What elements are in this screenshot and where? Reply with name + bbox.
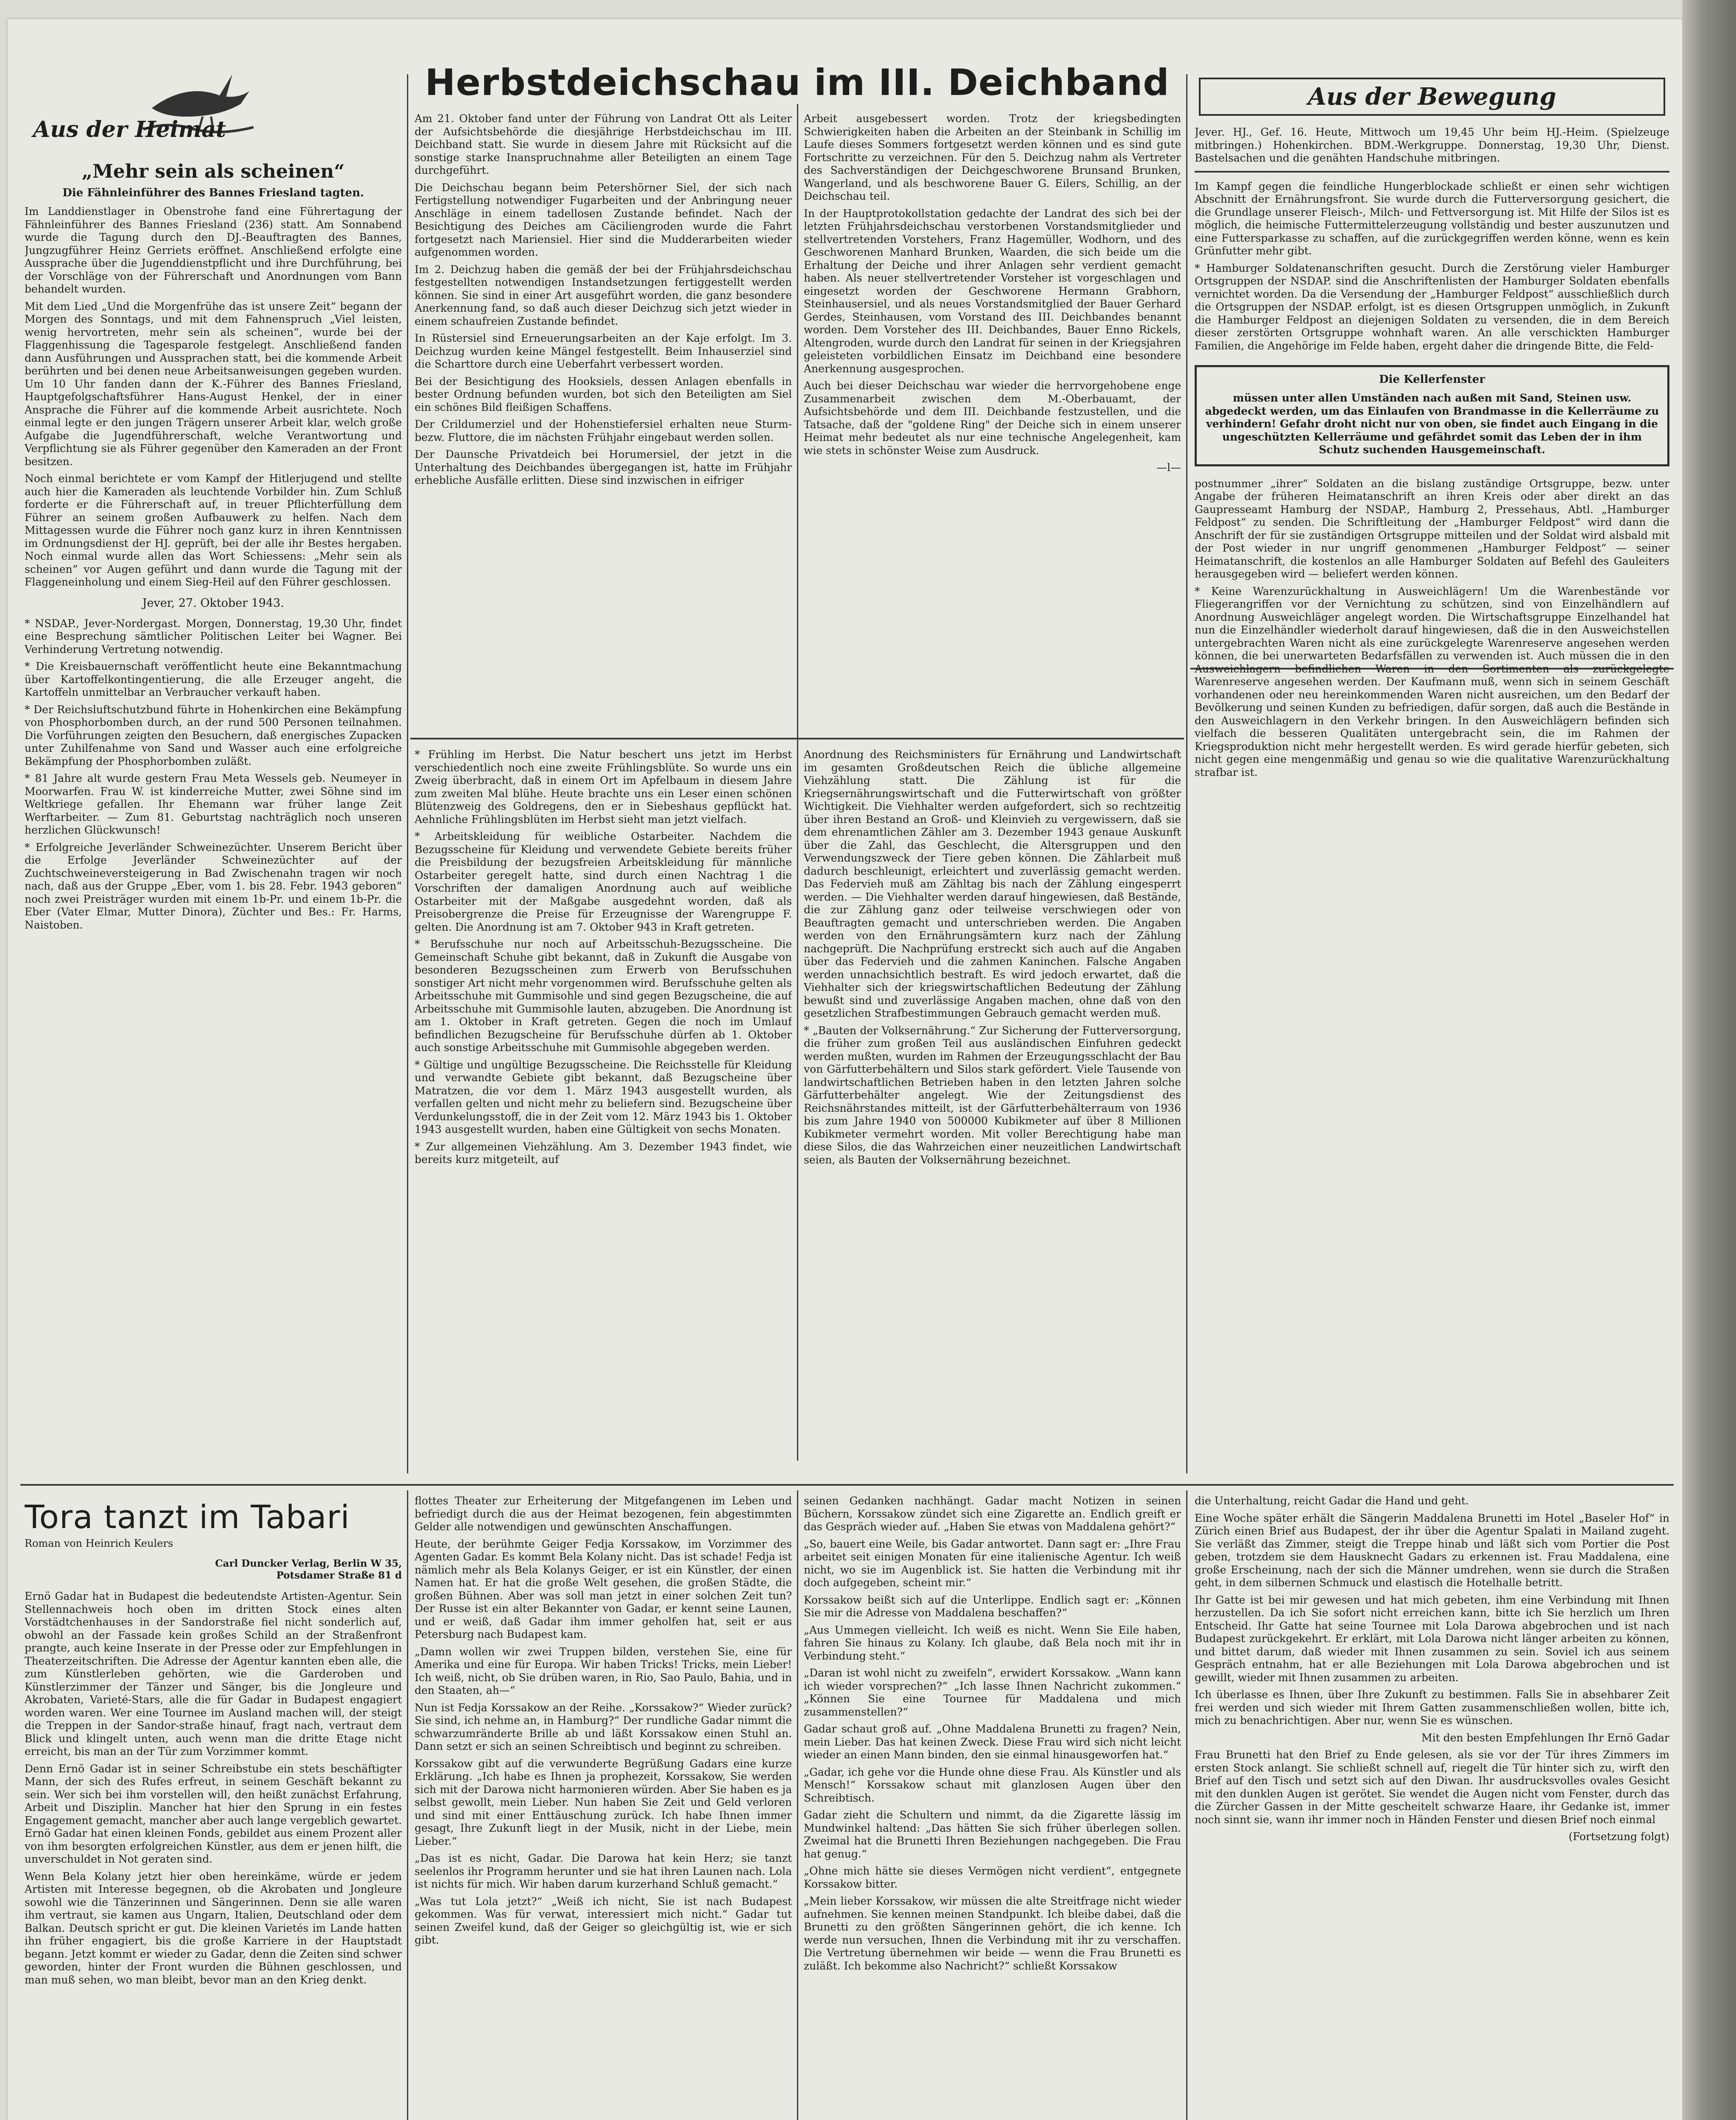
article-paragraph: Arbeit ausgebessert worden. Trotz der kriegsbedingten Schwierigkeiten haben die Arbeiten an der Steinbank in Schillig im Laufe dieses Sommers fortgesetzt werden können und es sind gute Fortschritte zu verzeichnen. Für den 5. Deichzug nahm als Vertreter des Sachverständigen der Deichgeschworene Brunsand Brunken, Wangerland, und als beschworene Bauer G. Eilers, Schillig, an der Deichschau teil.: [804, 112, 1181, 202]
bewegung-title: Aus der Bewegung: [1199, 78, 1665, 116]
article-paragraph: Auch bei dieser Deichschau war wieder die herrvorgehobene enge Zusammenarbeit zwischen dem M.-Oberbauamt, der Aufsichtsbehörde und dem III. Deichbande festzustellen, und die Tatsache, daß der "goldene Ring" der Deiche sich in einem unserer Heimat mehr bedeutet als nur eine technische Angelegenheit, kam wie stets in schönster Weise zum Ausdruck.: [804, 379, 1181, 457]
novel-paragraph: „Das ist es nicht, Gadar. Die Darowa hat kein Herz; sie tanzt seelenlos ihr Programm herunter und sie hat ihren Launen nach. Lola ist nichts für mich. Wir haben darum kurzerhand Schluß gemacht.“: [415, 1852, 792, 1890]
continuation-note: (Fortsetzung folgt): [1569, 1830, 1669, 1843]
novel-paragraph: seinen Gedanken nachhängt. Gadar macht Notizen in seinen Büchern, Korssakow zündet sich eine Zigarette an. Endlich greift er das Gespräch wieder auf. „Haben Sie etwas von Maddalena gehört?“: [804, 1495, 1181, 1533]
column-rule: [797, 104, 798, 1461]
novel-paragraph: Frau Brunetti hat den Brief zu Ende gelesen, als sie vor der Tür ihres Zimmers im ersten Stock anlangt. Sie schließt schnell auf, riegelt die Tür hinter sich zu, wirft den Brief auf den Tisch und setzt sich auf den Diwan. Ihr ausdrucksvolles ovales Gesicht mit den dunklen Augen ist gerötet. Sie wendet die Augen nicht vom Fenster, durch das die Zürcher Gassen in der Mitte gescheitelt schwarze Haare, ihr Gedanke ist, immer noch sinnt sie, wann ihr immer noch in Händen Fenster und diesen Brief noch einmal: [1195, 1749, 1669, 1826]
deichschau-col1: [415, 112, 792, 734]
column-rule: [407, 1490, 408, 2120]
novel-paragraph: Eine Woche später erhält die Sängerin Maddalena Brunetti im Hotel „Baseler Hof“ in Zürich einen Brief aus Budapest, der ihr über die Agentur Spalati in Mailand zugeht. Sie verläßt das Zimmer, steigt die Treppe hinab und läßt sich vom Portier die Post geben, trotzdem sie dem Hausknecht Gadars zu erkennen ist. Frau Maddalena, eine große Erscheinung, nach der sich die Männer umdrehen, wenn sie durch die Straßen geht, in dem silbernen Schmuck und elastisch die Hotelhalle betritt.: [1195, 1512, 1669, 1589]
article-paragraph: Im Kampf gegen die feindliche Hungerblockade schließt er einen sehr wichtigen Abschnitt der Ernährungsfront. Sie wurde durch die Futterversorgung gesichert, die die Grundlage unserer Fleisch-, Milch- und Fettversorgung ist. Mit Hilfe der Silos ist es möglich, die heimische Futtermittelerzeugung vollständig und bester auszunutzen und eine Futtersparkasse zu schaffen, auf die zurückgegriffen werden könne, wenn es kein Grünfutter mehr gibt.: [1195, 180, 1669, 257]
article-paragraph: * Hamburger Soldatenanschriften gesucht. Durch die Zerstörung vieler Hamburger Ortsgruppen der NSDAP. sind die Anschriftenlisten der Hamburger Soldaten ebenfalls vernichtet worden. Da die Versendung der „Hamburger Feldpost“ ausschließlich durch die Ortsgruppen der NSDAP. erfolgt, ist es diesen Ortsgruppen unmöglich, in Zukunft die Hamburger Feldpost an diejenigen Soldaten zu versenden, die in dem Bereich dieser zerstörten Ortsgruppe wohnhaft waren. An alle verschickten Hamburger Familien, die Angehörige im Felde haben, ergeht daher die dringende Bitte, die Feld-: [1195, 262, 1669, 352]
notice: * Erfolgreiche Jeverländer Schweinezüchter. Unserem Bericht über die Erfolge Jeverländer Schweinezüchter auf der Zuchtschweineversteigerung in Bad Zwischenahn tragen wir noch nach, daß aus der Gruppe „Eber, vom 1. bis 28. Febr. 1943 geboren“ noch zwei Preisträger wurden mit einem 1b-Pr. und einem 1b-Pr. die Eber (Vater Elmar, Mutter Dinora), Züchter und Bes.: Fr. Harms, Naistoben.: [25, 841, 402, 931]
novel-paragraph: Gadar zieht die Schultern und nimmt, da die Zigarette lässig im Mundwinkel haltend: „Das hätten Sie sich früher überlegen sollen. Zweimal hat die Brunetti Ihren Beziehungen nachgegeben. Die Frau hat genug.“: [804, 1809, 1181, 1860]
notice: * Berufsschuhe nur noch auf Arbeitsschuh-Bezugsscheine. Die Gemeinschaft Schuhe gibt bekannt, daß in Zukunft die Ausgabe von besonderen Bezugsscheinen zum Erwerb von Berufsschuhen sonstiger Art nicht mehr vorgenommen wird. Berufsschuhe gelten als Arbeitsschuhe mit Gummisohle und sind gegen Bezugscheine, die auf Arbeitsschuhe mit Gummisohle lauten, abzugeben. Die Anordnung ist am 1. Oktober in Kraft getreten. Gegen die noch im Umlauf befindlichen Bezugscheine für Berufsschuhe dürfen ab 1. Oktober auch sonstige Arbeitsschuhe mit Gummisohle abgegeben werden.: [415, 938, 792, 1054]
novel-author: Roman von Heinrich Keulers: [25, 1537, 173, 1549]
bewegung-notice: Jever. HJ., Gef. 16. Heute, Mittwoch um 19,45 Uhr beim HJ.-Heim. (Spielzeuge mitbringen.) Hohenkirchen. BDM.-Werkgruppe. Donnerstag, 19,30 Uhr, Dienst. Bastelsachen und die genähten Handschuhe mitbringen.: [1195, 126, 1669, 164]
notice: * Die Kreisbauernschaft veröffentlicht heute eine Bekanntmachung über Kartoffelkontingentierung, die alle Erzeuger angeht, die Kartoffeln unmittelbar an Verbraucher verkauft haben.: [25, 660, 402, 698]
novel-paragraph: Korssakow gibt auf die verwunderte Begrüßung Gadars eine kurze Erklärung. „Ich habe es Ihnen ja prophezeit, Korssakow, Sie werden sich mit der Darowa nicht harmonieren würden. Aber Sie haben es ja selbst gewollt, mein Lieber. Nun haben Sie Zeit und Geld verloren und sind mit einer Enttäuschung zurück. Ich habe Ihnen immer gesagt, Ihre Zukunft liegt in der Musik, nicht in der Liebe, mein Lieber.“: [415, 1757, 792, 1847]
right-column: [1195, 70, 1669, 1482]
article-paragraph: Im 2. Deichzug haben die gemäß der bei der Frühjahrsdeichschau festgestellten notwendigen Instandsetzungen fertiggestellt werden können. Sie sind in einer Art ausgeführt worden, die ganz besondere Anerkennung fand, so daß auch dieser Deichzug sich jetzt wieder in einem schaufreien Zustande befindet.: [415, 263, 792, 327]
article-paragraph: Der Daunsche Privatdeich bei Horumersiel, der jetzt in die Unterhaltung des Deichbandes übergegangen ist, hatte im Frühjahr erhebliche Ausfälle erlitten. Diese sind inzwischen in eifriger: [415, 448, 792, 486]
novel-col1: [25, 1495, 402, 2120]
article-paragraph: Bei der Besichtigung des Hooksiels, dessen Anlagen ebenfalls in bester Ordnung befunden wurden, bot sich den Beteiligten am Siel ein schönes Bild fleißigen Schaffens.: [415, 375, 792, 413]
notice: * Der Reichsluftschutzbund führte in Hohenkirchen eine Bekämpfung von Phosphorbomben durch, an der rund 500 Personen teilnahmen. Die Vorführungen zeigten den Besuchern, daß energisches Zupacken unter Zuhilfenahme von Sand und Wasser auch eine erfolgreiche Bekämpfung der Phosphorbomben zuläßt.: [25, 703, 402, 767]
section-rule: [410, 738, 1184, 739]
column-rule: [1186, 74, 1187, 1473]
deichschau-header: [412, 61, 1182, 108]
column-rule: [797, 1490, 798, 2120]
novel-title: Tora tanzt im Tabari: [25, 1498, 350, 1536]
middle-lower-col1: [415, 748, 792, 1480]
deichschau-col2: [804, 112, 1181, 734]
novel-paragraph: „Mein lieber Korssakow, wir müssen die alte Streitfrage nicht wieder aufnehmen. Sie kennen meinen Standpunkt. Ich bleibe dabei, daß die Brunetti zu den größten Sängerinnen gehört, die ich kenne. Ich werde nun versuchen, Ihnen die Verbindung mit ihr zu verschaffen. Die Vertretung übernehmen wir beide — wenn die Frau Brunetti es zuläßt. Ich bekomme also Nachricht?“ schließt Korssakow: [804, 1895, 1181, 1972]
page-edge: [1682, 0, 1736, 2120]
novel-paragraph: Korssakow beißt sich auf die Unterlippe. Endlich sagt er: „Können Sie mir die Adresse von Maddalena beschaffen?“: [804, 1593, 1181, 1619]
left-column: [25, 57, 402, 1482]
notice: * „Bauten der Volksernährung.“ Zur Sicherung der Futterversorgung, die früher zum großen Teil aus ausländischen Einfuhren gedeckt werden mußten, wurden im Rahmen der Erzeugungsschlacht der Bau von Gärfutterbehältern und Silos stark gefördert. Viele Tausende von landwirtschaftlichen Betrieben haben in den letzten Jahren solche Gärfutterbehälter angelegt. Wie der Zeitungsdienst des Reichsnährstandes mitteilt, ist der Gärfutterbehälterraum von 1936 bis zum Jahre 1940 von 500000 Kubikmeter auf über 8 Millionen Kubikmeter vermehrt worden. Mit voller Berechtigung habe man diese Silos, die das Wahrzeichen einer neuzeitlichen Landwirtschaft seien, als Bauten der Volksernährung bezeichnet.: [804, 1024, 1181, 1166]
newspaper-page: [8, 19, 1682, 2120]
article-paragraph: In der Hauptprotokollstation gedachte der Landrat des sich bei der letzten Frühjahrsdeichschau verstorbenen Vorstandsmitglieder und stellvertretenden Vorstehers, Franz Hagemüller, Wodhorn, und des Geschworenen Manhard Brunken, Waarden, die sich beide um die Erhaltung der Deiche und ihrer Anlagen sehr verdient gemacht haben. Als neuer stellvertretender Vorsteher ist vorgeschlagen und eingesetzt worden der Geschworene Hermann Grabhorn, Steinhausersiel, und als neues Vorstandsmitglied der Bauer Gerhard Gerdes, Steinhausen, vom Vorstand des III. Deichbandes benannt worden. Dem Vorsteher des III. Deichbandes, Bauer Enno Rickels, Altengroden, wurde durch den Landrat für seinen in der Kriegsjahren geleisteten vorbildlichen Einsatz im Deichband eine besondere Anerkennung ausgesprochen.: [804, 207, 1181, 375]
novel-paragraph: Denn Ernö Gadar ist in seiner Schreibstube ein stets beschäftigter Mann, der sich des Rufes erfreut, in seinem Geschäft bekannt zu sein. Wer sich bei ihm vorstellen will, den heißt zunächst Erfahrung, Arbeit und Disziplin. Mancher hat hier den Sprung in ein festes Engagement gemacht, mancher aber auch lange vergeblich gewartet. Ernö Gadar hat einen kleinen Fonds, gebildet aus einem Prozent aller von ihm besorgten erfolgreichen Künstler, aus dem er jenen hilft, die unverschuldet in Not geraten sind.: [25, 1762, 402, 1865]
article-paragraph: Der Crildumerziel und der Hohenstiefersiel erhalten neue Sturm- bezw. Fluttore, die im nächsten Frühjahr eingebaut werden sollen.: [415, 418, 792, 444]
novel-paragraph: Ernö Gadar hat in Budapest die bedeutendste Artisten-Agentur. Sein Stellennachweis hoch oben im dritten Stock eines alten Vorstädtchenhauses in der Sandorstraße fiel nicht sonderlich auf, obwohl an der Fassade kein großes Schild an der Straßenfront prangte, auch keine Inserate in der Presse oder zur Empfehlungen in Theaterzeitschriften. Die Adresse der Agentur kannten eben alle, die zum Künstlerleben gehörten, wie die Garderoben und Künstlerzimmer der Tänzer und Sänger, bis die Jongleure und Akrobaten, Varieté-Stars, alle die für Gadar in Budapest engagiert worden waren. Wer eine Tournee im Ausland machen will, der steigt die Treppen in der Sandor-straße hinauf, fragt nach, vertraut dem Blick und klingelt unten, auch wenn man die dritte Etage nicht erreicht, bis man an der Tür zum Vorzimmer kommt.: [25, 1590, 402, 1757]
article-paragraph: Im Landdienstlager in Obenstrohe fand eine Führertagung der Fähnleinführer des Bannes Friesland (236) statt. Am Sonnabend wurde die Tagung durch den DJ.-Beauftragten des Bannes, Jungzugführer Heinz Gerriets eröffnet. Anschließend erfolgte eine Aussprache über die Jugenddienstpflicht und ihre Durchführung, bei der Vorschläge von der Führerschaft und Anordnungen vom Bann behandelt wurden.: [25, 205, 402, 295]
novel-col2: [415, 1495, 792, 2120]
notice: Anordnung des Reichsministers für Ernährung und Landwirtschaft im gesamten Großdeutschen Reich die übliche allgemeine Viehzählung statt. Die Zählung ist für die Kriegsernährungswirtschaft und die Futterwirtschaft von größter Wichtigkeit. Die Viehhalter werden aufgefordert, sich so rechtzeitig über ihren Bestand an Groß- und Kleinvieh zu vergewissern, daß sie dem ehrenamtlichen Zähler am 3. Dezember 1943 genaue Auskunft über die Zahl, das Geschlecht, die Altersgruppen und den Verwendungszweck der Tiere geben können. Die Zählarbeit muß dadurch beschleunigt, erleichtert und zuverlässig gemacht werden. Das Federvieh muß am Zähltag bis nach der Zählung eingesperrt werden. — Die Viehhalter werden darauf hingewiesen, daß Bestände, die zur Zählung ganz oder teilweise verschwiegen oder von Beauftragten gemacht und unterschrieben werden. Die Angaben werden von den Ernährungsämtern kurz nach der Zählung nachgeprüft. Die Nachprüfung erstreckt sich auch auf die Angaben über das Federvieh und die zahmen Kaninchen. Falsche Angaben werden unnachsichtlich bestraft. Es wird jedoch erwartet, daß die Viehhalter sich der kriegswirtschaftlichen Bedeutung der Zählung bewußt sind und zuverlässige Angaben machen, ohne daß von den gesetzlichen Strafbestimmungen Gebrauch gemacht werden muß.: [804, 748, 1181, 1019]
publisher-address: Potsdamer Straße 81 d: [276, 1570, 402, 1581]
novel-paragraph: „So, bauert eine Weile, bis Gadar antwortet. Dann sagt er: „Ihre Frau arbeitet seit einigen Monaten für eine italienische Agentur. Ich weiß nicht, wo sie im Augenblick ist. Sie hatten die Verbindung mit ihr doch aufgegeben, scheint mir.“: [804, 1537, 1181, 1589]
notice: * Arbeitskleidung für weibliche Ostarbeiter. Nachdem die Bezugsscheine für Kleidung und verwendete Gebiete bereits früher die Preisbildung der bezugsfreien Arbeitskleidung für männliche Ostarbeiter geregelt hatte, sind durch einen Nachtrag 1 die Vorschriften der damaligen Anordnung auch auf weibliche Ostarbeiter mit der Maßgabe ausgedehnt worden, daß als Preisobergrenze die Preise für Erzeugnisse der Warengruppe F. gelten. Die Anordnung ist am 7. Oktober 943 in Kraft getreten.: [415, 830, 792, 933]
novel-paragraph: „Damn wollen wir zwei Truppen bilden, verstehen Sie, eine für Amerika und eine für Europa. Wir haben Tricks! Tricks, mein Lieber! Ich weiß, nicht, ob Sie drüben waren, in Rio, Sao Paulo, Bahia, und in den Staaten, ah—“: [415, 1645, 792, 1696]
novel-paragraph: flottes Theater zur Erheiterung der Mitgefangenen im Leben und befriedigt durch die aus der Heimat bezogenen, fein abgestimmten Gelder alle notwendigen und gewünschten Anschaffungen.: [415, 1495, 792, 1533]
article-paragraph: postnummer „ihrer“ Soldaten an die bislang zuständige Ortsgruppe, bezw. unter Angabe der früheren Heimatanschrift an ihren Kreis oder aber direkt an das Gaupresseamt Hamburg der NSDAP., Hamburg 2, Pressehaus, Abtl. „Hamburger Feldpost“ zu senden. Die Schriftleitung der „Hamburger Feldpost“ wird dann die Anschrift der für sie zuständigen Ortsgruppe mitteilen und der Soldat wird alsbald mit der Post wieder in nur ungriff genommenen „Hamburger Feldpost“ — seiner Heimatanschrift, die kostenlos an alle Hamburger Soldaten auf Befehl des Gauleiters herausgegeben wird — beliefert werden können.: [1195, 477, 1669, 580]
publisher-name: Carl Duncker Verlag, Berlin W 35,: [215, 1558, 402, 1569]
novel-paragraph: Wenn Bela Kolany jetzt hier oben hereinkäme, würde er jedem Artisten mit Interesse begegnen, ob die Akrobaten und Jongleure sowohl wie die Tänzerinnen und Sängerinnen. Denn sie alle waren ihm vertraut, sie kamen aus Ungarn, Italien, Deutschland oder dem Balkan. Deutsch spricht er gut. Die kleinen Varietés im Lande hatten ihn früher engagiert, bis die große Karriere in der Hauptstadt begann. Jetzt kommt er wieder zu Gadar, denn die Zeiten sind schwer geworden, hinter der Front wurden die Bühnen geschlossen, und man muß sehen, wo man bleibt, bevor man an den Krieg denkt.: [25, 1870, 402, 1986]
article-subhead: Die Fähnleinführer des Bannes Friesland tagten.: [62, 187, 364, 199]
kellerfenster-title: Die Kellerfenster: [1379, 373, 1485, 386]
novel-paragraph: „Was tut Lola jetzt?“ „Weiß ich nicht, Sie ist nach Budapest gekommen. Was für verwat, interessiert mich nicht.“ Gadar tut seinen Zweifel kund, daß der Geiger so gleichgültig ist, wie er sich gibt.: [415, 1895, 792, 1946]
article-paragraph: Mit dem Lied „Und die Morgenfrühe das ist unsere Zeit“ begann der Morgen des Sonntags, und mit dem Fahnenspruch „Viel leisten, wenig hervortreten, mehr sein als scheinen“, wurde bei der Flaggenhissung die Tagesparole festgelegt. Anschließend fanden dann Ausführungen und Aussprachen statt, bei die kommende Arbeit berührten und bei denen neue Arbeitsanweisungen gegeben wurden. Um 10 Uhr fanden dann der K.-Führer des Bannes Friesland, Hauptgefolgschaftsführer Hans-August Henkel, der in einer Ansprache die Führer auf die kommende Arbeit ausrichtete. Noch einmal legte er den jungen Trägern unserer Arbeit klar, welch große Aufgabe die Jugendführerschaft, welche Verantwortung und Verpflichtung sie als Führer gegenüber den Kameraden an der Front besitzen.: [25, 300, 402, 468]
column-rule: [407, 74, 408, 1473]
heimat-masthead: [25, 57, 402, 155]
novel-paragraph: „Ohne mich hätte sie dieses Vermögen nicht verdient“, entgegnete Korssakow bitter.: [804, 1865, 1181, 1890]
novel-paragraph: Gadar schaut groß auf. „Ohne Maddalena Brunetti zu fragen? Nein, mein Lieber. Das hat keinen Zweck. Diese Frau wird sich nicht leicht wieder an einen Mann binden, den sie einmal hinausgeworfen hat.“: [804, 1723, 1181, 1761]
novel-paragraph: „Daran ist wohl nicht zu zweifeln“, erwidert Korssakow. „Wann kann ich wieder vorsprechen?“ „Ich lasse Ihnen Nachricht zukommen.“ „Können Sie eine Tournee für Maddalena und mich zusammenstellen?“: [804, 1667, 1181, 1718]
novel-paragraph: Ihr Gatte ist bei mir gewesen und hat mich gebeten, ihm eine Verbindung mit Ihnen herzustellen. Da ich Sie sofort nicht erreichen kann, bitte ich Sie herzlich um Ihren Entscheid. Ihr Gatte hat seine Tournee mit Lola Darowa abgebrochen und ist nach Budapest zurückgekehrt. Er erklärt, mit Lola Darowa nicht länger arbeiten zu können, und bittet darum, daß wieder mit Ihnen zusammen zu sein. Soviel ich aus seinem Gespräch entnahm, hat er alle Beziehungen mit Lola Darowa abgebrochen und ist gewillt, wieder mit Ihnen zusammen zu arbeiten.: [1195, 1593, 1669, 1684]
novel-col4: [1195, 1495, 1669, 2120]
article-paragraph: Die Deichschau begann beim Petershörner Siel, der sich nach Fertigstellung notwendiger Fugarbeiten und der Anbringung neuer Anschläge in einem tadellosen Zustande befindet. Nach der Besichtigung des Deiches am Cäciliengroden wurde die Fahrt fortgesetzt nach Mariensiel. Hier sind die Mudderarbeiten wieder aufgenommen worden.: [415, 181, 792, 258]
notice: * NSDAP., Jever-Nordergast. Morgen, Donnerstag, 19,30 Uhr, findet eine Besprechung sämtlicher Politischen Leiter bei Wagner. Bei Verhinderung Vertretung notwendig.: [25, 617, 402, 656]
section-rule: [20, 1484, 1674, 1486]
kellerfenster-text: müssen unter allen Umständen nach außen mit Sand, Steinen usw. abgedeckt werden, um das Einlaufen von Brandmasse in die Kellerräume zu verhindern! Gefahr droht nicht nur von oben, sie findet auch Eingang in die ungeschützten Kellerräume und gefährdet somit das Leben der in ihm Schutz suchenden Hausgemeinschaft.: [1205, 392, 1659, 456]
middle-lower-col2: [804, 748, 1181, 1480]
article-paragraph: In Rüstersiel sind Erneuerungsarbeiten an der Kaje erfolgt. Im 3. Deichzug wurden keine Mängel festgestellt. Beim Inhauserziel sind die Scharttore durch eine Ueberfahrt verbessert worden.: [415, 332, 792, 370]
dateline: Jever, 27. Oktober 1943.: [142, 596, 284, 610]
novel-paragraph: die Unterhaltung, reicht Gadar die Hand und geht.: [1195, 1495, 1469, 1507]
notice: * Zur allgemeinen Viehzählung. Am 3. Dezember 1943 findet, wie bereits kurz mitgeteilt, auf: [415, 1140, 792, 1166]
signature: —l—: [1156, 461, 1181, 474]
novel-paragraph: „Gadar, ich gehe vor die Hunde ohne diese Frau. Als Künstler und als Mensch!“ Korssakow schaut mit glanzlosen Augen über den Schreibtisch.: [804, 1766, 1181, 1804]
notice: * 81 Jahre alt wurde gestern Frau Meta Wessels geb. Neumeyer in Moorwarfen. Frau W. ist kinderreiche Mutter, zwei Söhne sind im Weltkriege gefallen. Ihr Ehemann war früher lange Zeit Werftarbeiter. — Zum 81. Geburtstag nachträglich noch unseren herzlichen Glückwunsch!: [25, 772, 402, 836]
novel-paragraph: „Aus Ummegen vielleicht. Ich weiß es nicht. Wenn Sie Eile haben, fahren Sie hinaus zu Kolany. Ich glaube, daß Bela noch mit ihr in Verbindung steht.“: [804, 1623, 1181, 1662]
novel-signoff: Mit den besten Empfehlungen Ihr Ernö Gadar: [1421, 1731, 1669, 1744]
article-paragraph: Noch einmal berichtete er vom Kampf der Hitlerjugend und stellte auch hier die Kameraden als leuchtende Vorbilder hin. Zum Schluß forderte er die Führerschaft auf, in treuer Pflichterfüllung dem Führer an seinem großen Aufbauwerk zu helfen. Nach dem Mittagessen wurde die Führer noch ganz kurz in ihren Kenntnissen im Ordnungsdienst der HJ. geprüft, bei der alle ihr Bestes hergaben. Noch einmal wurde allen das Wort Schiessens: „Mehr sein als scheinen“ vor Augen geführt und dann wurde die Tagung mit der Flaggeneinholung und einem Sieg-Heil auf den Führer geschlossen.: [25, 472, 402, 588]
column-rule: [1186, 1490, 1187, 2120]
article-paragraph: * Keine Warenzurückhaltung in Ausweichlägern! Um die Warenbestände vor Fliegerangriffen vor der Vernichtung zu schützen, sind von Einzelhändlern auf Anordnung Ausweichläger angelegt worden. Die Wirtschaftsgruppe Einzelhandel hat nun die Einzelhändler wiederholt darauf hingewiesen, daß die in den Ausweichstellen untergebrachten Waren nicht als eine zurückgelegte Warenreserve angesehen werden können, die bei unerwarteten Bedarfsfällen zu verwenden ist. Auch müssen die in den Ausweichlagern befindlichen Waren in den Sortimenten als zurückgelegte Warenreserve angesehen werden. Der Kaufmann muß, wenn sich in seinem Geschäft vorhandenen oder neu hereinkommenden Waren nicht ausreichen, um den Bedarf der Bevölkerung und seinen Kunden zu befriedigen, dafür sorgen, daß auch die Bestände in den Ausweichlagern in den Verkehr bringen. In den Ausweichlägern befinden sich vielfach die besseren Qualitäten untergebracht sein, die im Rahmen der Kriegsproduktion nicht mehr hergestellt werden. Es wird gerade hierfür gebeten, sich nicht gegen eine mengenmäßig und genau so wie die qualitative Warenzurückhaltung strafbar ist.: [1195, 585, 1669, 778]
notice: * Frühling im Herbst. Die Natur beschert uns jetzt im Herbst verschiedentlich noch eine zweite Frühlingsblüte. So wurde uns ein Zweig überbracht, daß in einem Ort im Apfelbaum in diesem Jahre zum zweiten Mal blühe. Heute brachte uns ein Leser einen schönen Blütenzweig des Goldregens, den er in Siebeshaus gepflückt hat. Aehnliche Frühlingsblüten im Herbst sieht man jetzt vielfach.: [415, 748, 792, 826]
novel-paragraph: Heute, der berühmte Geiger Fedja Korssakow, im Vorzimmer des Agenten Gadar. Es kommt Bela Kolany nicht. Das ist schade! Fedja ist nämlich mehr als Bela Kolanys Geiger, er ist ein Künstler, der einen Namen hat. Er hat die große Welt gesehen, die großen Städte, die großen Bühnen. Aber was soll man jetzt in einer solchen Zeit tun? Der Russe ist ein alter Bekannter von Gadar, er kennt seine Launen, und er weiß, daß Gadar ihm immer geholfen hat, seit er aus Petersburg nach Budapest kam.: [415, 1537, 792, 1640]
divider: [1195, 171, 1669, 173]
publisher-line: [25, 1558, 402, 1582]
notice: * Gültige und ungültige Bezugsscheine. Die Reichsstelle für Kleidung und verwandte Gebiete gibt bekannt, daß Bezugscheine über Matratzen, die vor dem 1. März 1943 ausgestellt wurden, als verfallen gelten und nicht mehr zu beliefern sind. Bezugscheine über Verdunkelungsstoff, die in der Zeit vom 12. März 1943 bis 1. Oktober 1943 ausgestellt wurden, haben eine Gültigkeit von sechs Monaten.: [415, 1058, 792, 1135]
novel-paragraph: Ich überlasse es Ihnen, über Ihre Zukunft zu bestimmen. Falls Sie in absehbarer Zeit frei werden und sich wieder mit Ihrem Gatten zusammenschließen wollen, bitte ich, mich zu benachrichtigen. Aber nur, wenn Sie es wünschen.: [1195, 1688, 1669, 1727]
article-paragraph: Am 21. Oktober fand unter der Führung von Landrat Ott als Leiter der Aufsichtsbehörde die diesjährige Herbstdeichschau im III. Deichband statt. Sie wurde in diesem Jahre mit Rücksicht auf die sonstige starke Inanspruchnahme aller Beteiligten an einem Tage durchgeführt.: [415, 112, 792, 176]
deichschau-headline: Herbstdeichschau im III. Deichband: [425, 61, 1170, 104]
novel-col3: [804, 1495, 1181, 2120]
article-kicker: „Mehr sein als scheinen“: [81, 161, 345, 182]
heimat-title: Aus der Heimat: [33, 117, 226, 142]
novel-paragraph: Nun ist Fedja Korssakow an der Reihe. „Korssakow?“ Wieder zurück? Sie sind, ich nehme an, in Hamburg?“ Der rundliche Gadar nimmt die schwarzumränderte Brille ab und läßt Korssakow einen Stuhl an. Dann setzt er sich an seinen Schreibtisch und beginnt zu schreiben.: [415, 1701, 792, 1752]
kellerfenster-box: [1195, 365, 1669, 466]
